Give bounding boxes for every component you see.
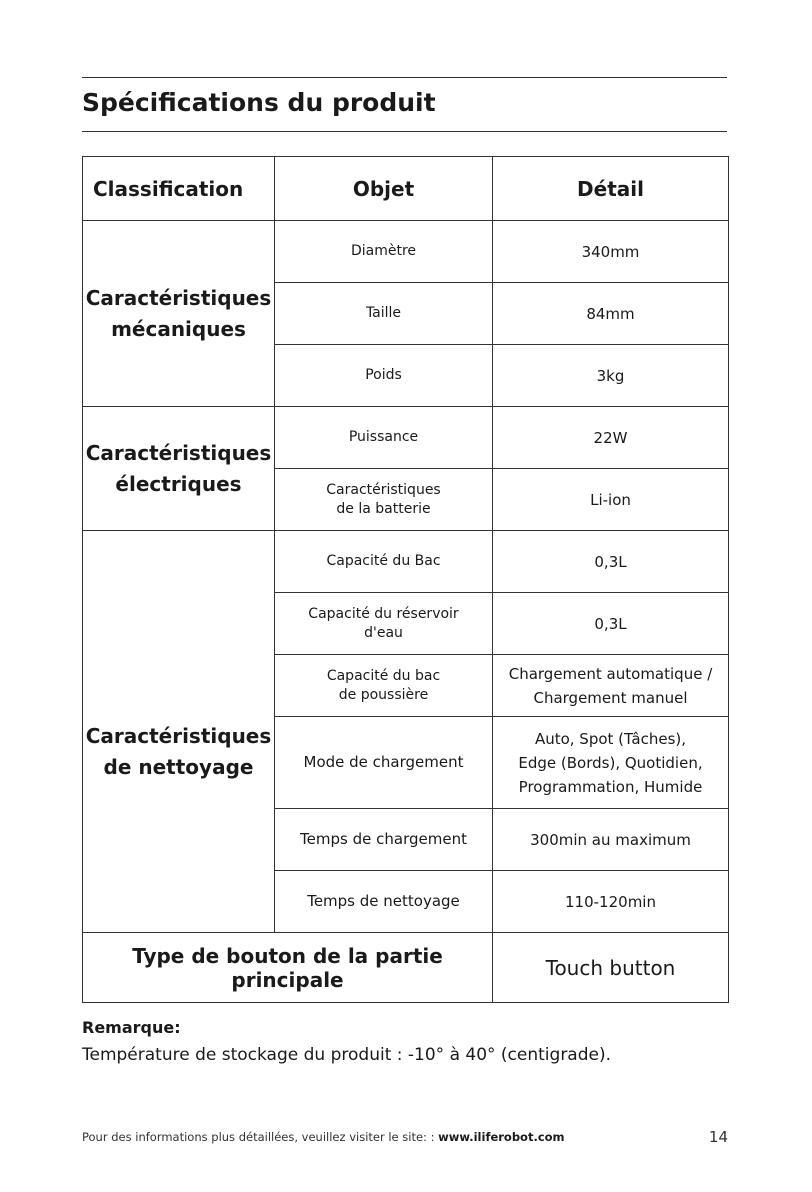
detail-cell — [493, 717, 729, 809]
detail-cell: 0,3L — [493, 531, 729, 593]
detail-line: Programmation, Humide — [518, 777, 703, 796]
object-line: Capacité du réservoir — [308, 605, 459, 622]
detail-line: Chargement manuel — [533, 688, 688, 707]
table-row-button-type — [83, 933, 729, 1003]
button-type-label-line: principale — [231, 967, 344, 992]
header-classification: Classification — [83, 157, 275, 221]
button-type-label-line: Type de bouton de la partie — [132, 943, 443, 968]
group-label-line: Caractéristiques — [85, 285, 272, 310]
table-header-row — [83, 157, 729, 221]
object-cell — [275, 469, 493, 531]
footer-note — [82, 1130, 565, 1144]
object-cell: Diamètre — [275, 221, 493, 283]
group-label-cleaning — [83, 531, 275, 933]
object-cell: Capacité du Bac — [275, 531, 493, 593]
page-title: Spécifications du produit — [82, 88, 436, 117]
header-object: Objet — [275, 157, 493, 221]
group-label-line: Caractéristiques — [85, 723, 272, 748]
remark-heading: Remarque: — [82, 1018, 181, 1037]
object-line: Capacité du bac — [326, 667, 441, 684]
detail-cell: 0,3L — [493, 593, 729, 655]
group-label-line: électriques — [115, 471, 242, 496]
button-type-label — [83, 933, 493, 1003]
group-label-line: de nettoyage — [103, 754, 254, 779]
remark-text: Température de stockage du produit : -10° à 40° (centigrade). — [82, 1045, 612, 1065]
group-label-line: mécaniques — [111, 316, 246, 341]
object-cell: Mode de chargement — [275, 717, 493, 809]
detail-cell: 110-120min — [493, 871, 729, 933]
detail-cell: 3kg — [493, 345, 729, 407]
footer-url: www.iliferobot.com — [438, 1130, 565, 1144]
detail-cell: 300min au maximum — [493, 809, 729, 871]
table-row — [83, 407, 729, 469]
detail-cell: 340mm — [493, 221, 729, 283]
spec-table — [82, 156, 729, 1003]
group-label-electrical — [83, 407, 275, 531]
object-line: Caractéristiques — [326, 481, 441, 498]
header-detail: Détail — [493, 157, 729, 221]
object-cell: Temps de chargement — [275, 809, 493, 871]
footer-text: Pour des informations plus détaillées, veuillez visiter le site: : — [82, 1130, 439, 1144]
button-type-value: Touch button — [493, 933, 729, 1003]
group-label-mechanical — [83, 221, 275, 407]
detail-line: Chargement automatique / — [508, 664, 713, 683]
object-cell — [275, 655, 493, 717]
object-line: d'eau — [364, 624, 403, 641]
object-line: de poussière — [338, 686, 429, 703]
detail-line: Edge (Bords), Quotidien, — [518, 753, 703, 772]
detail-cell: 22W — [493, 407, 729, 469]
detail-cell: Li-ion — [493, 469, 729, 531]
object-cell: Poids — [275, 345, 493, 407]
title-underline — [82, 131, 727, 132]
object-line: de la batterie — [336, 500, 431, 517]
page-number: 14 — [708, 1128, 728, 1146]
table-row — [83, 221, 729, 283]
object-cell — [275, 593, 493, 655]
group-label-line: Caractéristiques — [85, 440, 272, 465]
table-row — [83, 531, 729, 593]
object-cell: Taille — [275, 283, 493, 345]
detail-line: Auto, Spot (Tâches), — [534, 729, 687, 748]
top-rule — [82, 77, 727, 78]
detail-cell — [493, 655, 729, 717]
object-cell: Puissance — [275, 407, 493, 469]
detail-cell: 84mm — [493, 283, 729, 345]
object-cell: Temps de nettoyage — [275, 871, 493, 933]
